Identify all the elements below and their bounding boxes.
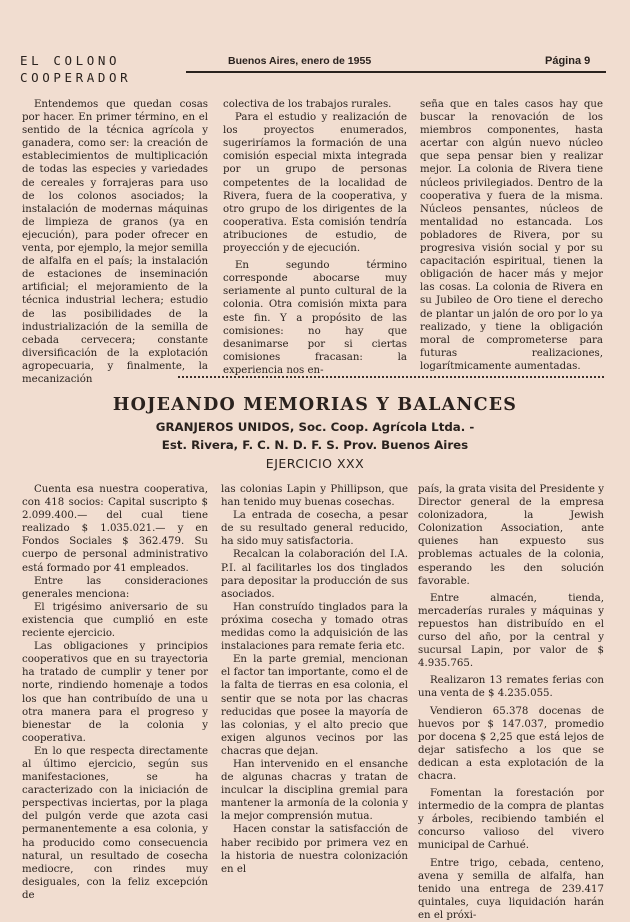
paragraph: En lo que respecta directamente al último ejercicio, según sus manifestaciones, se ha caracterizado con la iniciación de perspectivas inciertas, por la plaga del pulgón verde que azota casi permanentemente a esa colonia, y ha producido como consecuencia natural, un resultado de cosecha mediocre, con rindes muy desiguales, con la feliz excepción de bbox=[22, 745, 208, 901]
header-rule bbox=[186, 71, 606, 73]
paragraph: país, la grata visita del Presidente y Director general de la empresa colonizadora, la Jewish Colonization Association, ante quienes han expuesto sus problemas actuales de la colonia, esperando les den solución favorable. bbox=[418, 484, 604, 587]
bottom-column-2 bbox=[221, 483, 408, 876]
dotted-separator bbox=[178, 376, 604, 378]
paragraph: Fomentan la forestación por intermedio de la compra de plantas y árboles, recibiendo también el concurso valioso del vivero municipal de Carhué. bbox=[418, 788, 604, 852]
paragraph: Para el estudio y realización de los proyectos enumerados, sugeriríamos la formación de una comisión especial mixta integrada por un grupo de personas competentes de la localidad de Rivera, fuera de la cooperativa, y otro grupo de los dirigentes de la cooperativa. Esta comisión tendría atribuciones de estudio, de proyección y de ejecución. bbox=[223, 112, 407, 255]
paragraph: Vendieron 65.378 docenas de huevos por $ 147.037, promedio por docena $ 2,25 que está lejos de dejar satisfecho a los que se dedican a esta explotación de la chacra. bbox=[418, 705, 604, 782]
paragraph: La entrada de cosecha, a pesar de su resultado general reducido, ha sido muy satisfactoria. bbox=[221, 510, 408, 548]
bottom-column-3 bbox=[418, 483, 604, 922]
top-column-2 bbox=[223, 98, 407, 377]
section-subtitle-2: Est. Rivera, F. C. N. D. F. S. Prov. Buenos Aires bbox=[161, 438, 469, 452]
paragraph: Entre las consideraciones generales menciona: bbox=[22, 575, 208, 600]
paragraph: Hacen constar la satisfacción de haber recibido por primera vez en la historia de nuestra colonización en el bbox=[221, 824, 408, 875]
paragraph: En la parte gremial, mencionan el factor tan importante, como el de la falta de tierras en esa colonia, el sentir que se nota por las chacras reducidas que posee la mayoría de las colonias, y el alto precio que exigen algunos vecinos por las chacras que dejan. bbox=[221, 654, 408, 757]
paragraph: colectiva de los trabajos rurales. bbox=[223, 99, 392, 110]
top-column-1 bbox=[22, 98, 208, 386]
paragraph: Las obligaciones y principios cooperativos que en su trayectoria ha tratado de cumplir y tener por norte, rindiendo homenaje a todos los que han contribuído de una u otra manera para el progreso y bienestar de la colonia y cooperativa. bbox=[22, 641, 208, 744]
issue-date: Buenos Aires, enero de 1955 bbox=[228, 55, 372, 67]
paragraph: Han construído tinglados para la próxima cosecha y tomado otras medidas como la adquisición de las instalaciones para remate feria etc. bbox=[221, 601, 408, 653]
top-column-3 bbox=[420, 98, 603, 373]
paragraph: seña que en tales casos hay que buscar la renovación de los miembros componentes, hasta acertar con algún nuevo núcleo que sepa pensar bien y realizar mejor. La colonia de Rivera tiene núcleos privilegiados. Dentro de la cooperativa y fuera de la misma. Núcleos pensantes, núcleos de mentalidad no estancada. Los pobladores de Rivera, por su progresiva visión social y por su capacitación espiritual, tienen la obligación de hacer más y mejor las cosas. La colonia de Rivera en su Jubileo de Oro tiene el derecho de plantar un jalón de oro por lo ya realizado, y tiene la obligación moral de comprometerse para futuras realizaciones, logarítmicamente aumentadas. bbox=[420, 99, 603, 372]
paragraph: En segundo término corresponde abocarse muy seriamente al punto cultural de la colonia. Otra comisión mixta para este fin. Y a propósito de las comisiones: no hay que desanimarse por si ciertas comisiones fracasan: la experiencia nos en- bbox=[223, 260, 407, 376]
paragraph: Entendemos que quedan cosas por hacer. En primer término, en el sentido de la técnica agrícola y ganadera, como ser: la creación de establecimientos de multiplicación de todas las especies y variedades de cereales y forrajeras para uso de los colonos asociados; la instalación de modernas máquinas de limpieza de granos (ya en ejecución), para poder ofrecer en venta, por ejemplo, la mejor semilla de alfalfa en el país; la instalación de estaciones de inseminación artificial; el mejoramiento de la técnica industrial lechera; estudio de las posibilidades de la industrialización de la semilla de cebada cervecera; constante diversificación de la explotación agropecuaria, y finalmente, la mecanización bbox=[22, 99, 208, 385]
section-title: HOJEANDO MEMORIAS Y BALANCES bbox=[112, 395, 518, 415]
magazine-title bbox=[20, 52, 131, 86]
paragraph: las colonias Lapin y Phillipson, que han tenido muy buenas cosechas. bbox=[221, 484, 408, 509]
bottom-column-1 bbox=[22, 483, 208, 902]
section-subtitle-1: GRANJEROS UNIDOS, Soc. Coop. Agrícola Ltda. - bbox=[155, 420, 475, 434]
magazine-title-line2: COOPERADOR bbox=[20, 70, 132, 85]
section-subtitle-3: EJERCICIO XXX bbox=[265, 456, 365, 471]
paragraph: Cuenta esa nuestra cooperativa, con 418 socios: Capital suscripto $ 2.099.400.— del cual tiene realizado $ 1.035.021.— y en Fondos Sociales $ 362.479. Su cuerpo de personal administrativo está formado por 41 empleados. bbox=[22, 484, 208, 574]
paragraph: Entre trigo, cebada, centeno, avena y semilla de alfalfa, han tenido una entrega de 239.417 quintales, cuya liquidación harán en el próxi- bbox=[418, 857, 604, 921]
paragraph: Recalcan la colaboración del I.A. P.I. al facilitarles los dos tinglados para depositar la producción de sus asociados. bbox=[221, 549, 408, 600]
magazine-title-line1: EL COLONO bbox=[20, 53, 121, 68]
paragraph: Entre almacén, tienda, mercaderías rurales y máquinas y repuestos han distribuído en el curso del año, por la central y sucursal Lapin, por valor de $ 4.935.765. bbox=[418, 592, 604, 670]
paragraph: El trigésimo aniversario de su existencia que cumplió en este reciente ejercicio. bbox=[22, 601, 208, 640]
paragraph: Realizaron 13 remates ferias con una venta de $ 4.235.055. bbox=[418, 675, 604, 700]
page-number: Página 9 bbox=[545, 55, 591, 67]
paragraph: Han intervenido en el ensanche de algunas chacras y tratan de inculcar la disciplina gremial para mantener la armonía de la colonia y la mejor comprensión mutua. bbox=[221, 758, 408, 823]
